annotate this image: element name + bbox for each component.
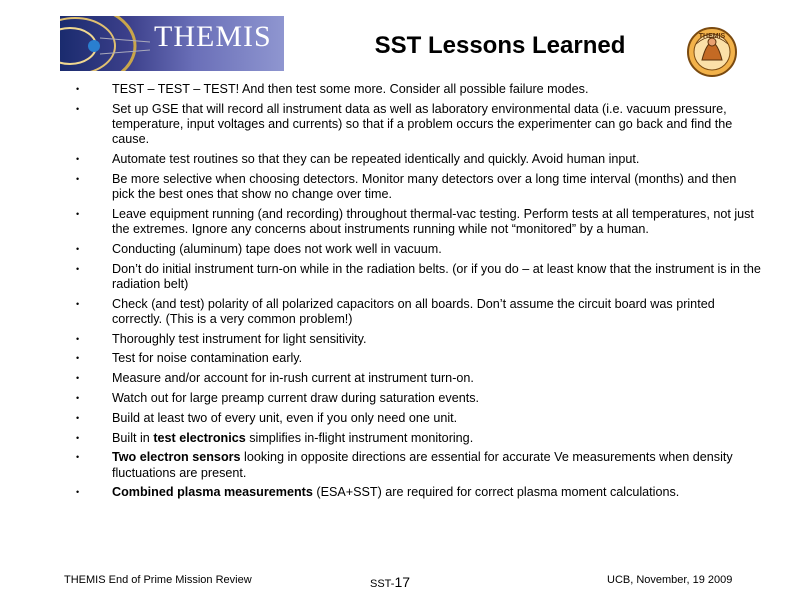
lesson-text: Thoroughly test instrument for light sensitivity.	[112, 331, 367, 346]
footer-page-prefix: SST-	[370, 578, 395, 590]
slide-title: SST Lessons Learned	[374, 32, 626, 59]
bullet-marker: •	[76, 487, 80, 498]
bullet-marker: •	[76, 103, 80, 114]
themis-mascot-logo	[686, 26, 738, 78]
footer-page-num: 17	[394, 574, 411, 590]
lesson-item	[62, 262, 762, 292]
lesson-item	[62, 332, 762, 347]
lesson-text: Conducting (aluminum) tape does not work well in vacuum.	[112, 241, 442, 256]
lesson-text: Don’t do initial instrument turn-on while in the radiation belts. (or if you do – at least know that the instrument is in the radiation belt)	[112, 261, 761, 291]
lesson-text: Built in	[112, 430, 154, 445]
lesson-text-continued: simplifies in-flight instrument monitoring.	[245, 430, 474, 445]
lesson-item	[62, 102, 762, 148]
lesson-text: Check (and test) polarity of all polarized capacitors on all boards. Don’t assume the circuit board was printed correctly. (This is a very common problem!)	[112, 296, 715, 326]
lesson-item	[62, 431, 762, 446]
themis-logo	[60, 16, 284, 71]
lesson-text: Be more selective when choosing detectors. Monitor many detectors over a long time interval (months) and then pick the best ones that show no change over time.	[112, 171, 737, 201]
bullet-marker: •	[76, 208, 80, 219]
bullet-marker: •	[76, 392, 80, 403]
lesson-item	[62, 297, 762, 327]
bullet-marker: •	[76, 84, 80, 94]
lesson-item	[62, 242, 762, 257]
bullet-marker: •	[76, 298, 80, 309]
lesson-emphasis: test electronics	[153, 430, 246, 445]
lesson-text: Measure and/or account for in-rush current at instrument turn-on.	[112, 371, 474, 386]
bullet-marker: •	[76, 432, 80, 443]
logo-text: THEMIS	[154, 20, 272, 53]
bullet-marker: •	[76, 333, 80, 344]
lesson-text: Watch out for large preamp current draw during saturation events.	[112, 390, 480, 405]
lesson-text: Set up GSE that will record all instrument data as well as laboratory environmental data (i.e. vacuum pressure, temperature, input voltages and currents) so that if a problem occurs the experimenter can go back and find the cause.	[112, 101, 733, 147]
lesson-item	[62, 391, 762, 406]
bullet-marker: •	[76, 353, 80, 364]
lesson-text: Leave equipment running (and recording) throughout thermal-vac testing. Perform tests at all temperatures, not just the extremes. Ignore any concerns about instruments running while not “monitored” by a human.	[112, 206, 754, 236]
bullet-marker: •	[76, 243, 80, 254]
bullet-marker: •	[76, 373, 80, 384]
bullet-marker: •	[76, 263, 80, 274]
lesson-text: TEST – TEST – TEST! And then test some more. Consider all possible failure modes.	[112, 82, 589, 96]
bullet-marker: •	[76, 412, 80, 423]
lesson-item	[62, 371, 762, 386]
lesson-text-continued: looking in opposite directions are essential for accurate Ve measurements when density fluctuations are present.	[112, 450, 733, 480]
lesson-item	[62, 207, 762, 237]
lesson-text: Automate test routines so that they can be repeated identically and quickly. Avoid human input.	[112, 152, 640, 166]
bullet-marker: •	[76, 154, 80, 164]
lesson-item	[62, 450, 762, 480]
footer-page-number	[370, 574, 410, 590]
lesson-emphasis: Combined plasma measurements	[112, 485, 313, 500]
mascot-text: THEMIS	[698, 33, 726, 40]
footer-date: UCB, November, 19 2009	[607, 574, 733, 586]
lesson-text: Test for noise contamination early.	[112, 351, 303, 366]
lesson-item	[62, 172, 762, 202]
lesson-item	[62, 485, 762, 500]
lessons-list	[62, 82, 762, 505]
lesson-item	[62, 152, 762, 167]
bullet-marker: •	[76, 173, 80, 184]
lesson-text-continued: (ESA+SST) are required for correct plasma moment calculations.	[312, 485, 680, 500]
lesson-item	[62, 82, 762, 97]
lesson-emphasis: Two electron sensors	[112, 450, 241, 465]
lesson-item	[62, 411, 762, 426]
footer-event: THEMIS End of Prime Mission Review	[64, 574, 252, 586]
bullet-marker: •	[76, 452, 80, 463]
lesson-text: Build at least two of every unit, even if you only need one unit.	[112, 410, 458, 425]
lesson-item	[62, 351, 762, 366]
